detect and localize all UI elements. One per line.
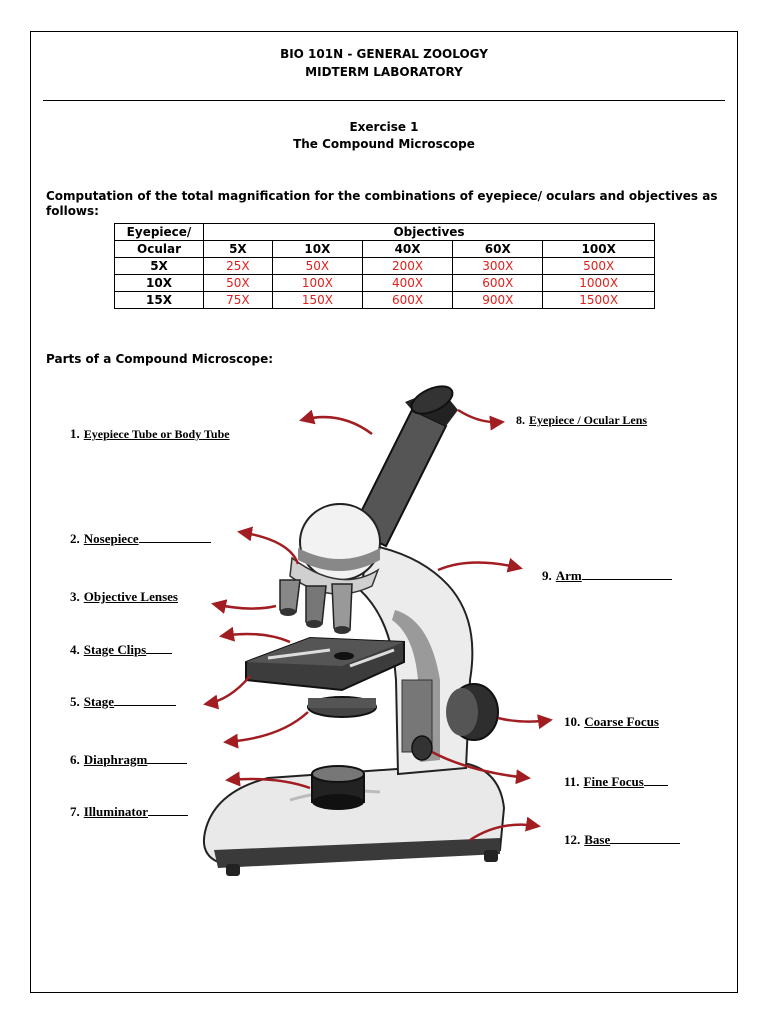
arrow-objective-lenses — [214, 604, 276, 609]
part-number: 8. — [516, 413, 525, 427]
part-label-eyepiece-tube — [70, 426, 230, 442]
arrow-stage-clips — [222, 634, 290, 642]
microscope-stage — [246, 638, 404, 717]
part-name: Diaphragm — [83, 752, 148, 767]
ocular-header-line1: Eyepiece/ — [115, 224, 204, 241]
exercise-number: Exercise 1 — [349, 120, 419, 134]
arrow-stage — [206, 676, 250, 704]
exercise-title: The Compound Microscope — [293, 137, 475, 151]
magnification-cell: 500X — [543, 258, 655, 275]
magnification-cell: 400X — [362, 275, 452, 292]
part-label-fine-focus — [564, 773, 668, 790]
part-label-nosepiece — [70, 530, 211, 547]
table-row — [115, 258, 655, 275]
part-name: Stage Clips — [83, 642, 147, 657]
objective-header: 5X — [204, 241, 273, 258]
part-number: 6. — [70, 752, 80, 767]
ocular-header-line2: Ocular — [115, 241, 204, 258]
part-label-arm — [542, 567, 672, 584]
part-label-illuminator — [70, 803, 188, 820]
magnification-cell: 25X — [204, 258, 273, 275]
part-name: Nosepiece — [83, 531, 139, 546]
part-name: Coarse Focus — [584, 714, 659, 729]
magnification-cell: 75X — [204, 292, 273, 309]
part-number: 7. — [70, 804, 80, 819]
illuminator — [312, 766, 364, 810]
microscope-head — [290, 504, 380, 594]
objective-header: 40X — [362, 241, 452, 258]
objective-header: 100X — [543, 241, 655, 258]
magnification-cell: 100X — [272, 275, 362, 292]
magnification-cell: 1000X — [543, 275, 655, 292]
part-label-coarse-focus — [564, 714, 659, 730]
magnification-cell: 600X — [362, 292, 452, 309]
part-number: 10. — [564, 714, 581, 729]
magnification-table — [114, 223, 655, 309]
part-label-base — [564, 831, 680, 848]
part-name: Base — [584, 832, 611, 847]
part-number: 12. — [564, 832, 581, 847]
arrow-ocular-lens — [458, 410, 502, 422]
part-name: Arm — [555, 568, 582, 583]
header-divider — [43, 100, 725, 101]
part-name: Objective Lenses — [83, 589, 178, 604]
arrow-coarse-focus — [498, 718, 550, 722]
course-title: BIO 101N - GENERAL ZOOLOGY — [280, 47, 488, 61]
objective-lenses — [280, 580, 352, 634]
parts-title: Parts of a Compound Microscope: — [46, 352, 274, 366]
magnification-cell: 200X — [362, 258, 452, 275]
table-row — [115, 292, 655, 309]
microscope-illustration — [0, 380, 768, 900]
magnification-cell: 1500X — [543, 292, 655, 309]
part-label-ocular-lens — [516, 413, 647, 428]
magnification-cell: 150X — [272, 292, 362, 309]
magnification-cell: 600X — [453, 275, 543, 292]
objective-header: 60X — [453, 241, 543, 258]
part-name: Illuminator — [83, 804, 149, 819]
magnification-cell: 50X — [272, 258, 362, 275]
part-number: 1. — [70, 426, 80, 441]
arrow-arm — [438, 562, 520, 570]
part-label-diaphragm — [70, 751, 187, 768]
part-label-stage — [70, 693, 176, 710]
part-number: 4. — [70, 642, 80, 657]
arrow-eyepiece-tube — [302, 417, 372, 434]
ocular-cell: 10X — [115, 275, 204, 292]
part-name: Eyepiece Tube or Body Tube — [83, 427, 230, 441]
magnification-cell: 900X — [453, 292, 543, 309]
part-name: Eyepiece / Ocular Lens — [529, 413, 648, 427]
magnification-cell: 300X — [453, 258, 543, 275]
magnification-intro: Computation of the total magnification for the combinations of eyepiece/ oculars and objectives as follows: — [46, 189, 718, 218]
part-label-stage-clips — [70, 641, 172, 658]
exam-title: MIDTERM LABORATORY — [305, 65, 463, 79]
part-number: 11. — [564, 774, 580, 789]
part-number: 2. — [70, 531, 80, 546]
part-label-objective-lenses — [70, 589, 178, 605]
objective-header: 10X — [272, 241, 362, 258]
part-name: Stage — [83, 694, 115, 709]
part-number: 3. — [70, 589, 80, 604]
arrow-nosepiece — [240, 532, 298, 564]
part-number: 9. — [542, 568, 552, 583]
magnification-cell: 50X — [204, 275, 273, 292]
ocular-cell: 5X — [115, 258, 204, 275]
arrow-diaphragm — [226, 712, 308, 742]
ocular-cell: 15X — [115, 292, 204, 309]
part-name: Fine Focus — [583, 774, 644, 789]
table-row — [115, 275, 655, 292]
objectives-header: Objectives — [204, 224, 655, 241]
part-number: 5. — [70, 694, 80, 709]
